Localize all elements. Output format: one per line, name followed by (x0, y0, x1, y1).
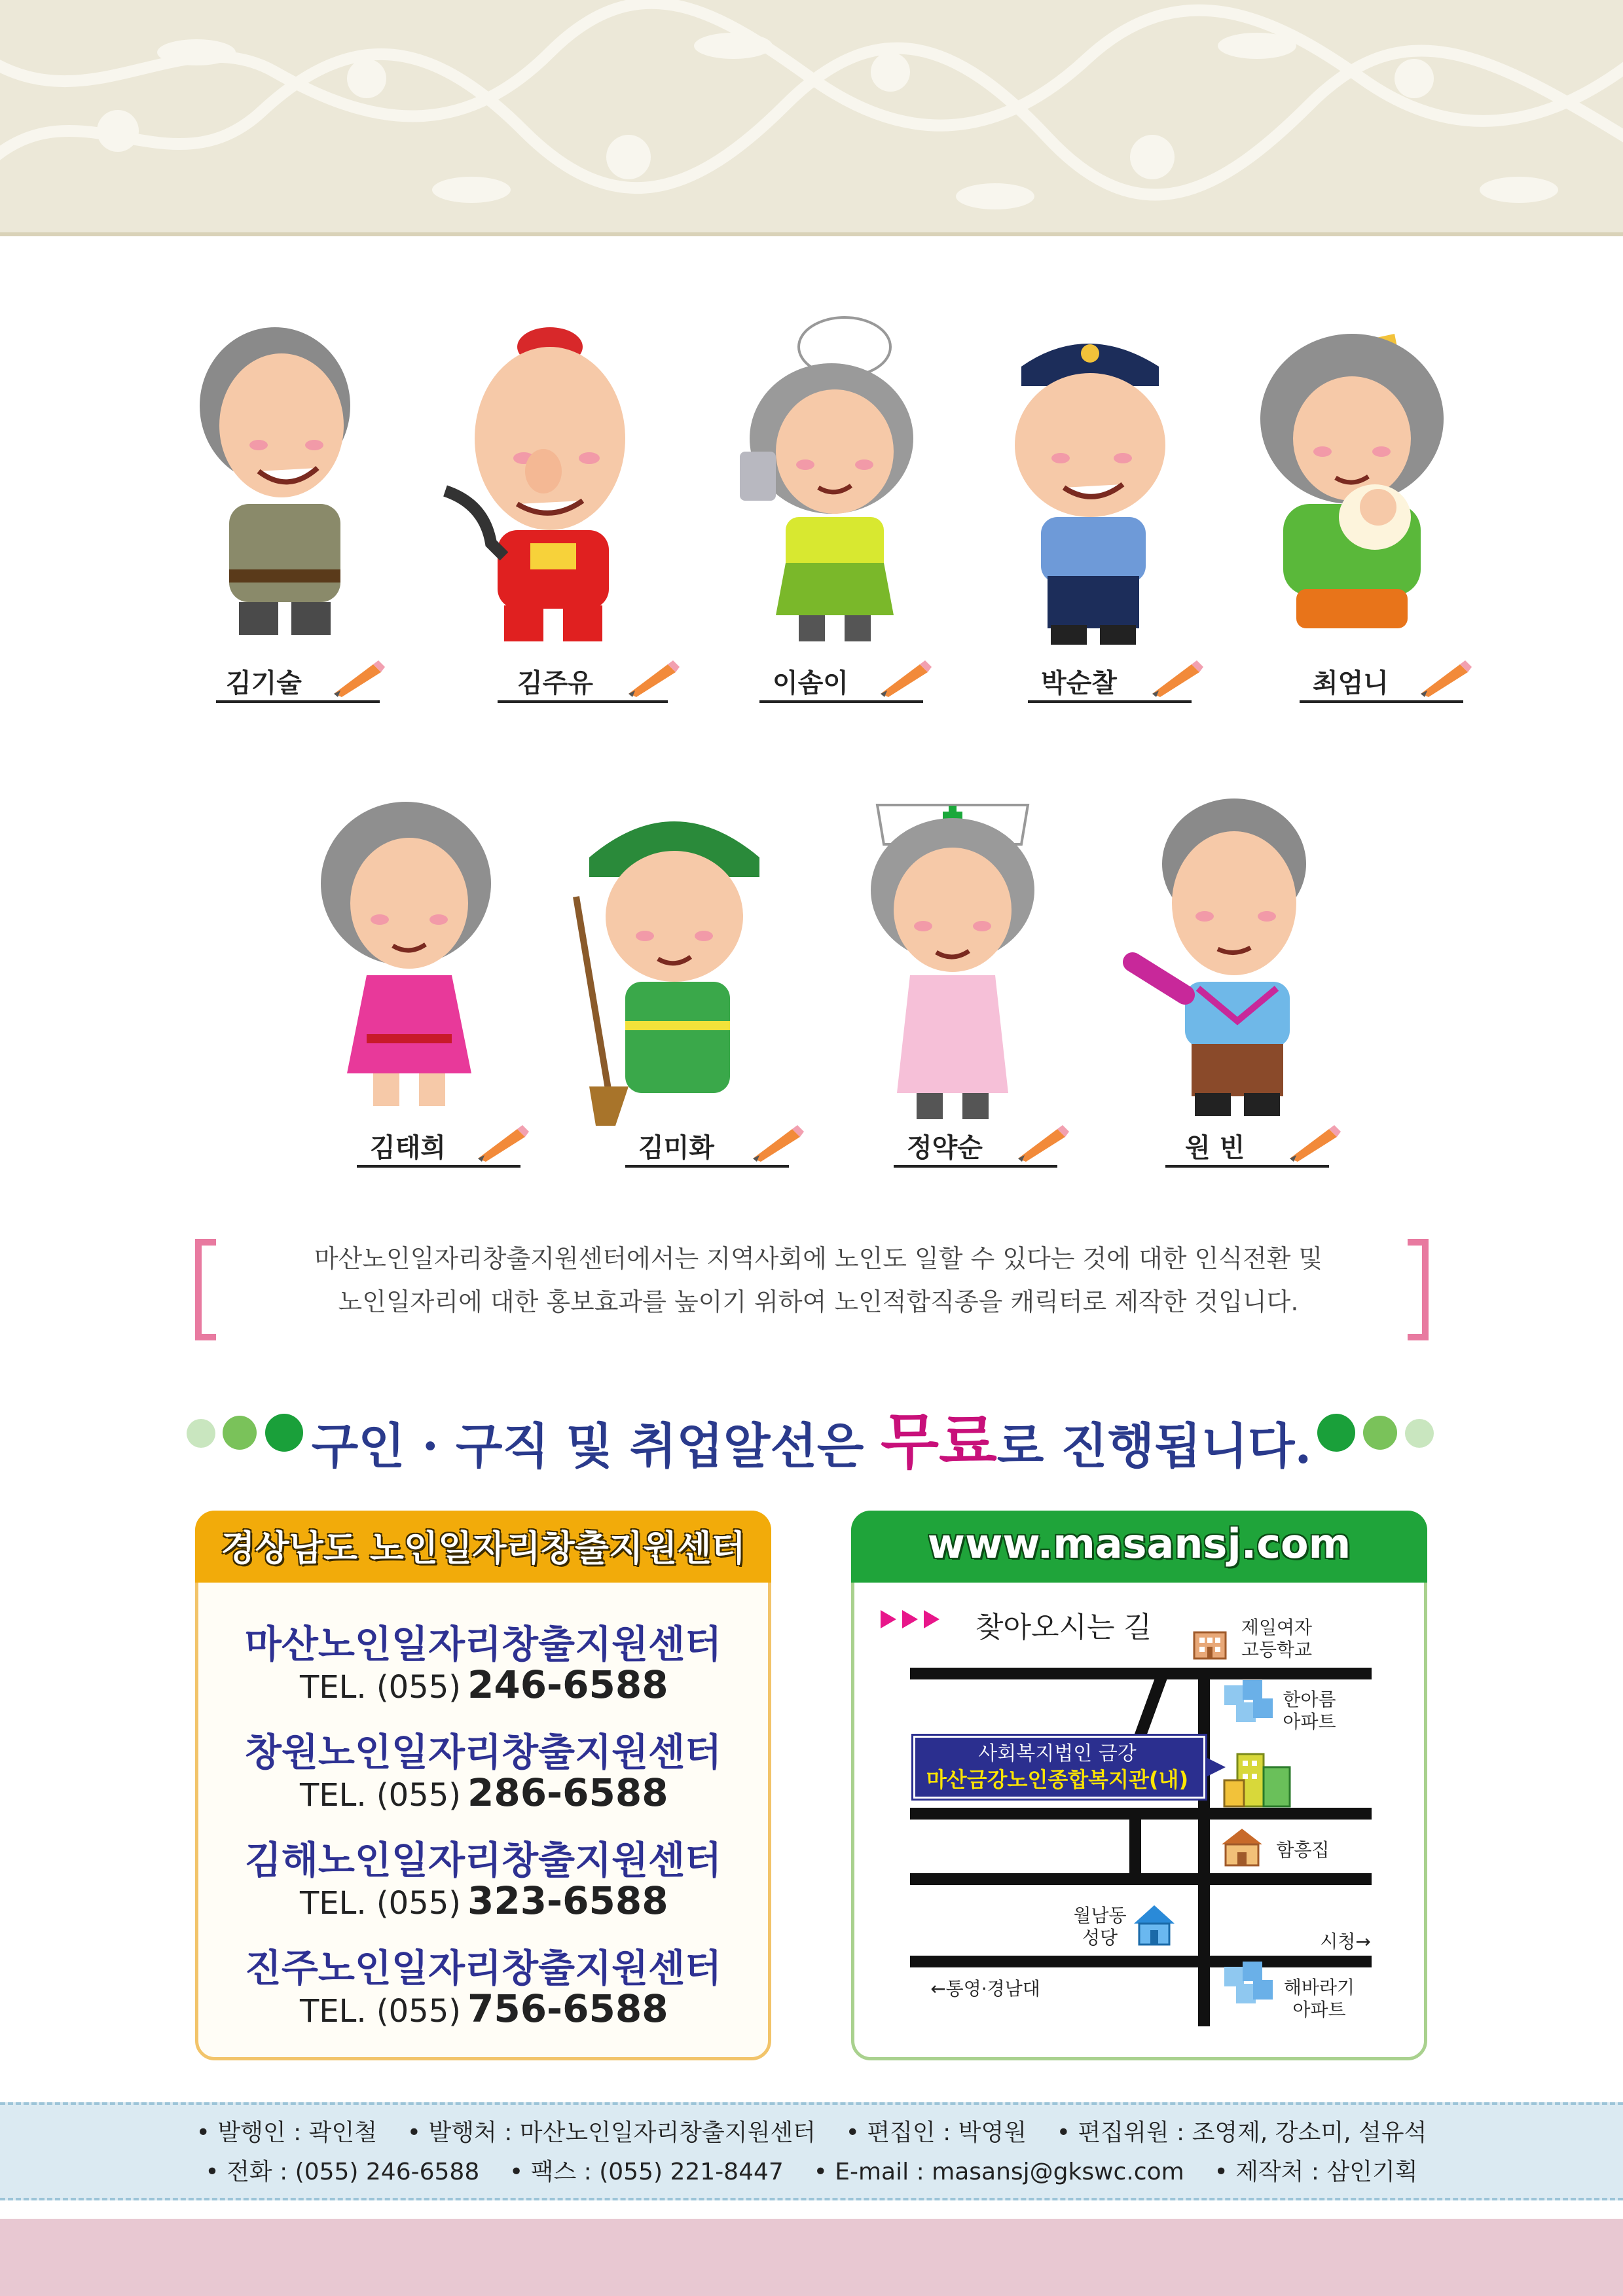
character-kim-taehui (295, 785, 511, 1152)
center-phone: TEL. (055) 286-6588 (300, 1770, 668, 1815)
nurse-grandma-icon (845, 785, 1061, 1126)
security-guard-saluting-icon (982, 308, 1198, 648)
name-underline (759, 700, 923, 703)
website-url[interactable]: www.masansj.com (927, 1520, 1351, 1568)
pencil-icon (746, 1122, 805, 1162)
landmark-school-label: 제일여자 고등학교 (1241, 1617, 1313, 1660)
character-name: 박순찰 (1041, 668, 1117, 698)
character-lee-somi (714, 308, 930, 674)
character-name: 김태희 (370, 1133, 446, 1163)
landmark-apartment-label: 한아름 아파트 (1283, 1689, 1336, 1732)
colophon-line-1: • 발행인 : 곽인철 • 발행처 : 마산노인일자리창출지원센터 • 편집인 : 박영원 • 편집위원 : 조영제, 강소미, 설유석 (196, 2119, 1427, 2146)
callout-foundation-name: 사회복지법인 금강 (978, 1742, 1137, 1765)
pencil-icon (874, 658, 933, 697)
landmark-church-label: 월남동 성당 (1073, 1905, 1127, 1948)
apartment-building-icon (1223, 1679, 1275, 1728)
center-phone: TEL. (055) 323-6588 (300, 1878, 668, 1923)
center-name: 진주노인일자리창출지원센터 (244, 1946, 722, 1990)
colophon (0, 2102, 1623, 2200)
headline-emphasis: 무료 (881, 1407, 997, 1477)
headline-before: 구인 · 구직 및 취업알선은 (311, 1418, 881, 1475)
bracket-left (195, 1239, 216, 1340)
bracket-right (1408, 1239, 1429, 1340)
character-name: 김주유 (517, 668, 593, 698)
name-underline (894, 1165, 1057, 1168)
triangle-arrow-icon (902, 1610, 918, 1628)
pencil-icon (1414, 658, 1473, 697)
pencil-icon (1012, 1122, 1070, 1162)
floral-ornament (0, 0, 1623, 232)
character-kim-gisul (177, 308, 393, 674)
character-name: 최엄니 (1313, 668, 1389, 698)
landmark-apartment-label: 해바라기 아파트 (1283, 1977, 1355, 2020)
name-underline (498, 700, 668, 703)
character-name: 정약순 (907, 1133, 983, 1163)
character-won-bin (1113, 785, 1329, 1152)
character-kim-juyu (432, 308, 648, 674)
welfare-center-building-icon (1218, 1748, 1303, 1813)
road (1198, 1668, 1210, 2026)
name-underline (1300, 700, 1463, 703)
street-cleaner-with-broom-icon (563, 785, 779, 1126)
restaurant-building-icon (1219, 1826, 1265, 1869)
directions-label: 찾아오시는 길 (976, 1611, 1152, 1644)
gray-haired-man-with-tool-belt-icon (177, 308, 393, 648)
school-building-icon (1192, 1623, 1228, 1660)
intro-line-2: 노인일자리에 대한 홍보효과를 높이기 위하여 노인적합직종을 캐릭터로 제작한 것입니다. (338, 1287, 1299, 1316)
center-name: 창원노인일자리창출지원센터 (244, 1730, 722, 1774)
name-underline (1028, 700, 1192, 703)
character-name: 김기술 (226, 668, 302, 698)
name-underline (216, 700, 380, 703)
triangle-arrow-icon (881, 1610, 896, 1628)
character-name: 이솜이 (773, 668, 848, 698)
name-underline (357, 1165, 520, 1168)
free-service-headline (0, 1394, 1623, 1480)
road (910, 1956, 1372, 1967)
pencil-icon (471, 1122, 530, 1162)
character-name: 김미화 (638, 1133, 714, 1163)
chef-grandma-with-spatula-icon (714, 308, 930, 648)
grandma-in-pink-dress-icon (295, 785, 511, 1126)
footer-band (0, 2219, 1623, 2296)
center-phone: TEL. (055) 756-6588 (300, 1986, 668, 2031)
colophon-line-2: • 전화 : (055) 246-6588 • 팩스 : (055) 221-8447 • E-mail : masansj@gkswc.com • 제작처 : 삼인기획 (205, 2159, 1418, 2185)
road (1129, 1820, 1141, 1880)
pencil-icon (1283, 1122, 1342, 1162)
pencil-icon (327, 658, 386, 697)
pencil-icon (1146, 658, 1205, 697)
grandpa-pointing-icon (1113, 785, 1329, 1126)
name-underline (1165, 1165, 1329, 1168)
character-kim-mihwa (563, 785, 779, 1152)
gas-station-attendant-with-fuel-nozzle-icon (432, 308, 648, 648)
centers-panel-title: 경상남도 노인일자리창출지원센터 (221, 1528, 746, 1569)
intro-line-1: 마산노인일자리창출지원센터에서는 지역사회에 노인도 일할 수 있다는 것에 대한 인식전환 및 (314, 1244, 1323, 1273)
headline-after: 로 진행됩니다. (996, 1418, 1312, 1475)
character-choi-eomni (1237, 308, 1453, 674)
center-name: 마산노인일자리창출지원센터 (244, 1622, 722, 1666)
direction-west-label: ←통영·경남대 (930, 1978, 1040, 2000)
character-park-sunchal (982, 308, 1198, 674)
name-underline (625, 1165, 789, 1168)
callout-center-name: 마산금강노인종합복지관(내) (926, 1767, 1189, 1792)
ornamental-header-band (0, 0, 1623, 232)
grandma-holding-baby-icon (1237, 308, 1453, 648)
center-phone: TEL. (055) 246-6588 (300, 1662, 668, 1707)
character-name: 원 빈 (1185, 1133, 1245, 1163)
header-rule (0, 232, 1623, 236)
center-name: 김해노인일자리창출지원센터 (244, 1838, 722, 1882)
character-jeong-yaksun (845, 785, 1061, 1152)
intro-paragraph (275, 1237, 1362, 1323)
landmark-restaurant-label: 함흥집 (1276, 1839, 1330, 1861)
apartment-building-icon (1223, 1960, 1275, 2009)
triangle-arrow-icon (924, 1610, 939, 1628)
pencil-icon (622, 658, 681, 697)
landmark-cityhall-label: 시청→ (1320, 1931, 1371, 1952)
